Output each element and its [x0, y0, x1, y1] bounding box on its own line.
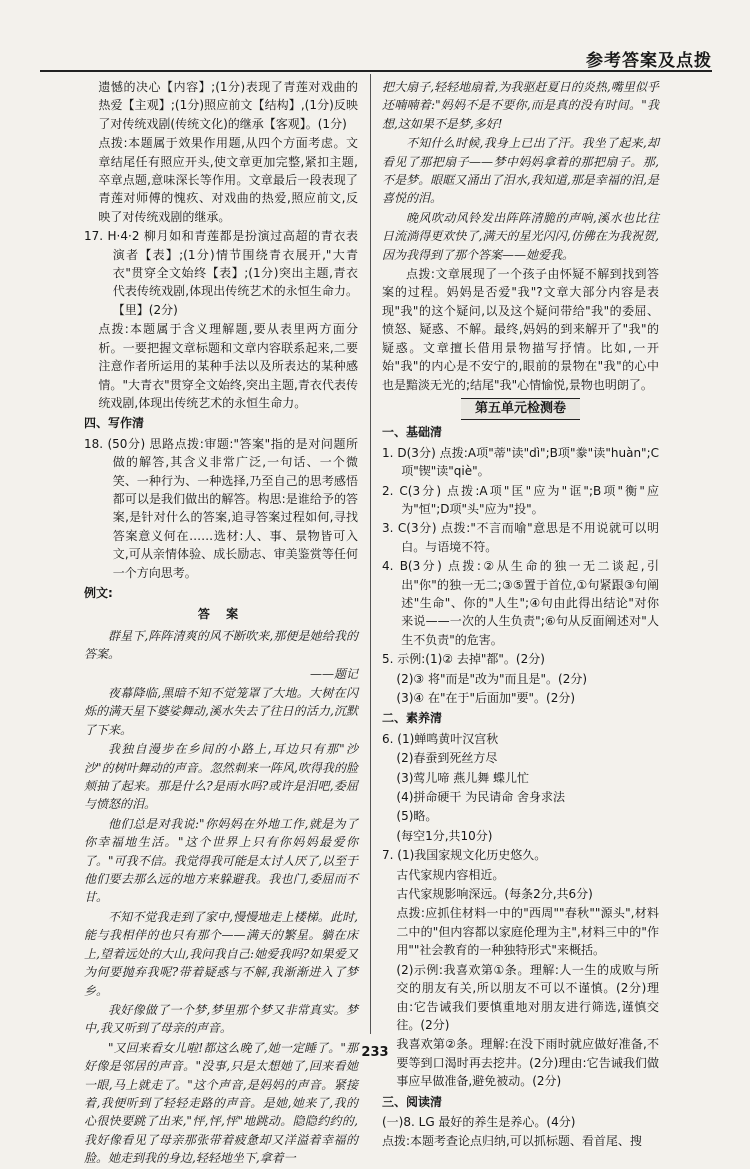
answer-7: 7. (1)我国家规文化历史悠久。 — [382, 848, 547, 863]
answer-7-2-alt: 我喜欢第②条。理解:在没下雨时就应做好准备,不要等到口渴时再去挖井。(2分)理由:它告诫我们做事应早做准备,避免被动。(2分) — [396, 1037, 659, 1089]
essay-title: 答 案 — [197, 607, 245, 622]
answer-6f: (每空1分,共10分) — [396, 828, 493, 843]
essay-paragraph: 他们总是对我说:"你妈妈在外地工作,就是为了你幸福地生活。"这个世界上只有你妈妈最爱你了。"可我不信。我觉得我可能是太讨人厌了,以至于他们要去那么远的地方来躲避我。我也门,委屈而不甘。 — [84, 816, 358, 905]
answer-5c: (3)④ 在"在于"后面加"要"。(2分) — [396, 691, 576, 705]
answer-6d: (4)拼命硬干 为民请命 舍身求法 — [396, 790, 566, 805]
answer-4: 4. B(3分) 点拨:②从生命的独一无二谈起,引出"你"的独一无二;③⑤置于首位,①句紧跟③句阐述"生命"、你的"人生";④句由此得出结论"对你来说——一次的人生负责";⑥句从反面阐述对"人生不负责"的危害。 — [382, 559, 659, 647]
answer-5: 5. 示例:(1)② 去掉"都"。(2分) — [382, 652, 545, 667]
unit-test-banner — [382, 398, 659, 420]
essay-paragraph: "又回来看女儿啦!都这么晚了,她一定睡了。"那好像是邻居的声音。"没事,只是太想她了,回来看她一眼,马上就走了。"这个声音,是妈妈的声音。紧接着,我便听到了轻轻走路的声音。是她,她来了,我的心很快要跳了出来,"怦,怦,怦"地跳动。隐隐约约的,我好像看见了母亲那张带着疲惫却又洋溢着幸福的脸。她走到我的身边,轻轻地坐下,拿着一 — [84, 1040, 358, 1166]
left-column — [84, 78, 358, 1169]
answer-8-tip: 点拨:本题考查论点归纳,可以抓标题、看首尾、搜 — [382, 1134, 642, 1149]
column-divider — [370, 74, 371, 1034]
answer-18: 18. (50分) 思路点拨:审题:"答案"指的是对问题所做的解答,其含义非常广泛,一句话、一个微笑、一种行为、一种选择,乃至自己的思考感悟都可以是我们做出的解答。构思:是谁给予的答案,是针对什么的答案,追寻答案过程如何,寻找答案意义何在……选材:人、事、景物皆可入文,可从亲情体验、成长励志、审美鉴赏等任何一个方向思考。 — [84, 436, 358, 580]
answer-7-2: (2)示例:我喜欢第①条。理解:人一生的成败与所交的朋友有关,所以朋友不可以不谨慎。(2分)理由:它告诫我们要慎重地对朋友进行筛选,谨慎交往。(2分) — [396, 962, 659, 1032]
page-number: 233 — [361, 1045, 389, 1060]
section-basic-heading: 一、基础清 — [382, 425, 443, 440]
right-column — [382, 78, 659, 1152]
header-rule — [40, 70, 712, 72]
section-reading-heading: 三、阅读清 — [382, 1094, 443, 1109]
unit-test-title: 第五单元检测卷 — [461, 398, 580, 420]
answer-17-tip: 点拨:本题属于含义理解题,要从表里两方面分析。一要把握文章标题和文章内容联系起来,二要注意作者所运用的某种手法以及所表达的某种感情。"大青衣"贯穿全文始终,突出主题,青衣代表传统戏剧,体现出传统艺术的永恒生命力。 — [98, 322, 358, 410]
answer-3: 3. C(3分) 点拨:"不言而喻"意思是不用说就可以明白。与语境不符。 — [382, 521, 659, 554]
answer-7-tip: 点拨:应抓住材料一中的"西周""春秋""源头",材料二中的"但内容都以家庭伦理为主",材料三中的"作用""社会教育的一种独特形式"来概括。 — [396, 906, 659, 958]
answer-17: 17. H·4·2 柳月如和青莲都是扮演过高超的青衣表演者【表】;(1分)情节围绕青衣展开,"大青衣"贯穿全文始终【表】;(1分)突出主题,青衣代表传统戏剧,体现出传统艺术的永恒生命力。【里】(2分) — [84, 229, 358, 317]
answer-6: 6. (1)蝉鸣黄叶汉宫秋 — [382, 731, 499, 746]
essay-paragraph: 我独自漫步在乡间的小路上,耳边只有那"沙沙"的树叶舞动的声音。忽然刺来一阵风,吹得我的脸颊抽了起来。那是什么?是雨水吗?或许是泪吧,委屈与愤怒的泪。 — [84, 742, 358, 812]
section-writing-heading: 四、写作清 — [84, 416, 145, 431]
header-title: 参考答案及点拨 — [586, 51, 712, 71]
example-essay-label: 例文: — [84, 585, 113, 600]
answer-6b: (2)春蚕到死丝方尽 — [396, 751, 498, 766]
essay-paragraph: 我好像做了一个梦,梦里那个梦又非常真实。梦中,我又听到了母亲的声音。 — [84, 1002, 358, 1036]
essay-epigraph: 群星下,阵阵清爽的风不断吹来,那便是她给我的答案。 — [84, 628, 358, 662]
section-literacy-heading: 二、素养清 — [382, 711, 443, 726]
answer-5b: (2)③ 将"而是"改为"而且是"。(2分) — [396, 671, 588, 686]
answer-16-continued: 遗憾的决心【内容】;(1分)表现了青莲对戏曲的热爱【主观】;(1分)照应前文【结构】,(1分)反映了对传统戏剧(传统文化)的继承【客观】。(1分) — [98, 80, 358, 131]
answer-8: (一)8. LG 最好的养生是养心。(4分) — [382, 1114, 576, 1129]
answer-7c: 古代家规影响深远。(每条2分,共6分) — [396, 887, 593, 902]
answer-6e: (5)略。 — [396, 809, 438, 824]
answer-2: 2. C(3分) 点拨:A项"匡"应为"诓";B项"衡"应为"恒";D项"头"应为"投"。 — [382, 483, 659, 516]
answer-16-tip: 点拨:本题属于效果作用题,从四个方面考虑。文章结尾任有照应开头,使文章更加完整,紧扣主题,卒章点题,意味深长等作用。文章最后一段表现了青莲对师傅的愧疚、对戏曲的热爱,照应前文,反映了对传统戏剧的继承。 — [98, 136, 358, 224]
answer-6c: (3)莺儿啼 燕儿舞 蝶儿忙 — [396, 770, 530, 785]
answer-7b: 古代家规内容相近。 — [396, 867, 505, 882]
essay-paragraph: 把大扇子,轻轻地扇着,为我驱赶夏日的炎热,嘴里似乎还喃喃着:"妈妈不是不要你,而是真的没有时间。"我想,这如果不是梦,多好! — [382, 80, 659, 131]
essay-paragraph: 晚风吹动风铃发出阵阵清脆的声响,溪水也比往日流淌得更欢快了,满天的星光闪闪,仿佛在为我祝贺,因为我得到了那个答案——她爱我。 — [382, 210, 659, 262]
header-bar — [0, 0, 750, 70]
essay-epigraph-note: ——题记 — [309, 666, 358, 681]
essay-paragraph: 不知不觉我走到了家中,慢慢地走上楼梯。此时,能与我相伴的也只有那个——满天的繁星。躺在床上,望着远处的大山,我问我自己:她爱我吗?如果爱又为何要抛弃我呢?带着疑惑与不解,我渐渐进入了梦乡。 — [84, 909, 358, 998]
essay-paragraph: 不知什么时候,我身上已出了汗。我坐了起来,却看见了那把扇子——梦中妈妈拿着的那把扇子。那,不是梦。眼眶又涌出了泪水,我知道,那是幸福的泪,是喜悦的泪。 — [382, 136, 659, 206]
answer-1: 1. D(3分) 点拨:A项"蒂"读"dì";B项"豢"读"huàn";C项"锲"读"qiè"。 — [382, 445, 659, 479]
essay-tip: 点拨:文章展现了一个孩子由怀疑不解到找到答案的过程。妈妈是否爱"我"?文章大部分内容是表现"我"的这个疑问,以及这个疑问带给"我"的委屈、愤怒、疑惑、不解。最终,妈妈的到来解开了"我"的疑惑。文章擅长借用景物描写抒情。比如,一开始"我"的内心是不安宁的,眼前的景物在"我"的心中也是黯淡无光的;结尾"我"心情愉悦,景物也明朗了。 — [382, 267, 659, 392]
essay-paragraph: 夜幕降临,黑暗不知不觉笼罩了大地。大树在闪烁的满天星下婆娑舞动,溪水失去了往日的活力,沉默了下来。 — [84, 686, 358, 737]
